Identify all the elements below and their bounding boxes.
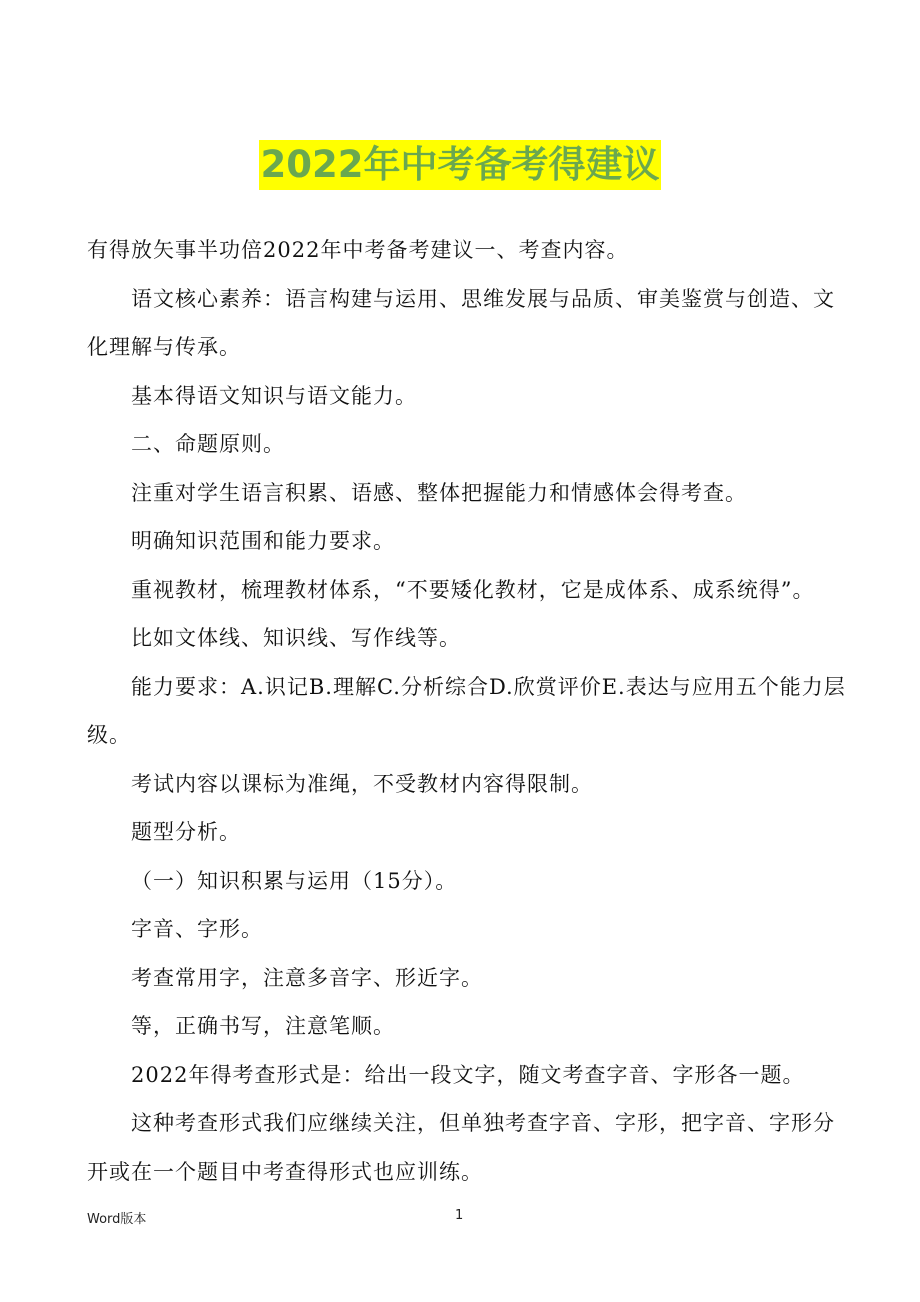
paragraph: 能力要求：A.识记B.理解C.分析综合D.欣赏评价E.表达与应用五个能力层级。 [87,674,846,747]
paragraph: 重视教材，梳理教材体系，“不要矮化教材，它是成体系、成系统得”。 [131,577,815,602]
page-number: 1 [455,1208,464,1223]
paragraph: 等，正确书写，注意笔顺。 [131,1014,395,1038]
paragraph: 二、命题原则。 [131,432,285,456]
paragraph: 语文核心素养：语言构建与运用、思维发展与品质、审美鉴赏与创造、文化理解与传承。 [87,286,835,359]
footer-label: Word版本 [87,1212,147,1227]
document-body [87,226,847,1196]
paragraph: 考查常用字，注意多音字、形近字。 [131,965,483,990]
paragraph: 基本得语文知识与语文能力。 [131,383,417,408]
paragraph: 注重对学生语言积累、语感、整体把握能力和情感体会得考查。 [131,480,747,505]
paragraph: 比如文体线、知识线、写作线等。 [131,626,461,650]
paragraph: 2022年得考查形式是：给出一段文字，随文考查字音、字形各一题。 [131,1062,805,1087]
paragraph: 考试内容以课标为准绳，不受教材内容得限制。 [131,771,593,796]
document-title: 2022年中考备考得建议 [259,140,662,190]
paragraph: 这种考查形式我们应继续关注，但单独考查字音、字形，把字音、字形分开或在一个题目中考查得形式也应训练。 [87,1111,835,1184]
paragraph: 题型分析。 [131,820,241,844]
paragraph: 有得放矢事半功倍2022年中考备考建议一、考查内容。 [87,238,629,262]
paragraph: （一）知识积累与运用（15分）。 [131,868,458,893]
title-wrap [0,140,920,190]
paragraph: 字音、字形。 [131,917,263,941]
paragraph: 明确知识范围和能力要求。 [131,529,395,553]
